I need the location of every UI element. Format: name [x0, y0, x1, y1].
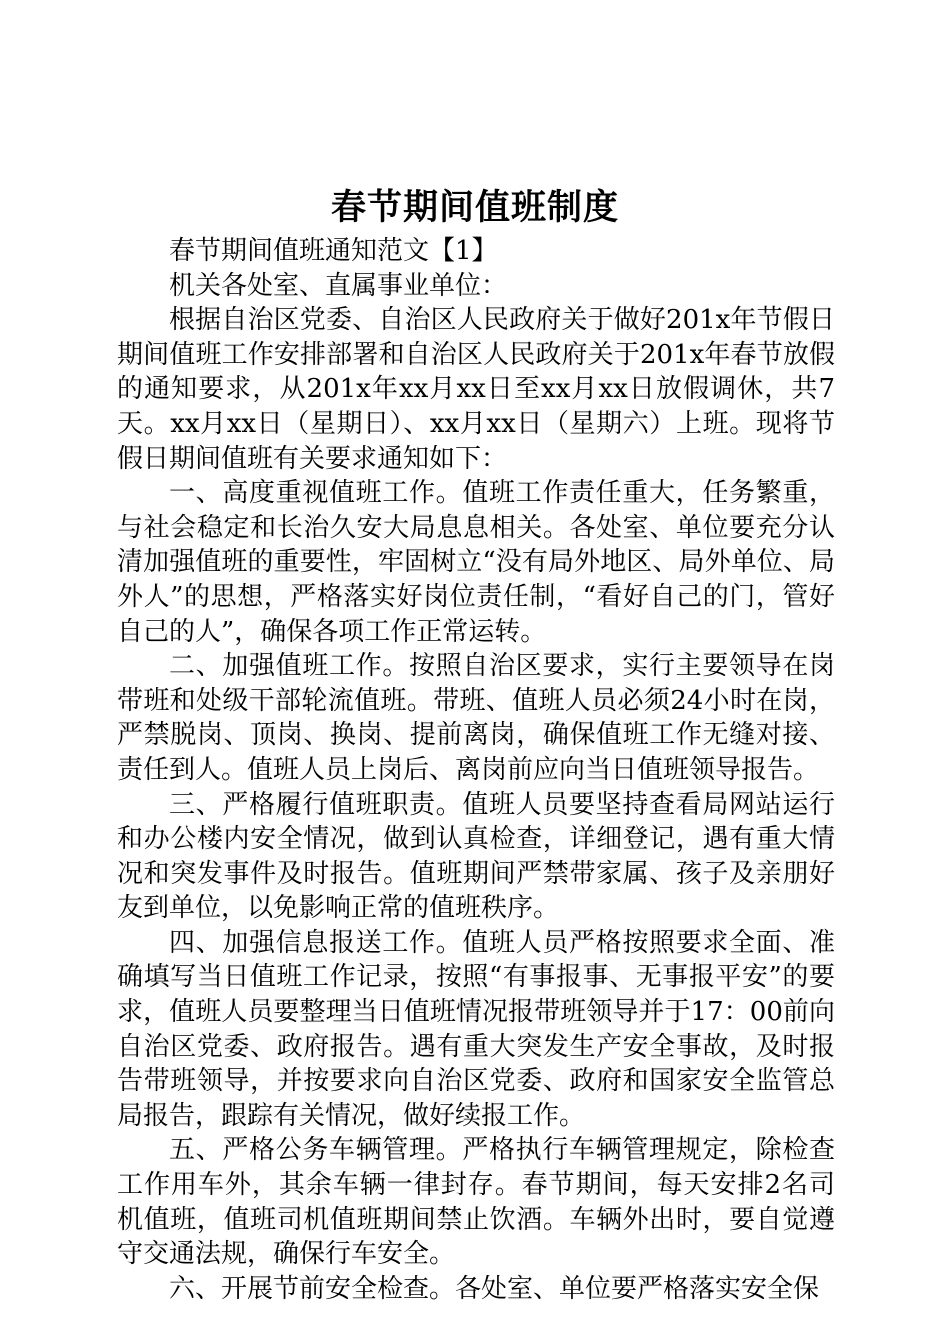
- paragraph-intro: 根据自治区党委、自治区人民政府关于做好201x年节假日期间值班工作安排部署和自治区人民政府关于201x年春节放假的通知要求，从201x年xx月xx日至xx月xx日放假调休，共7天。xx月xx日（星期日）、xx月xx日（星期六）上班。现将节假日期间值班有关要求通知如下：: [117, 305, 835, 474]
- paragraph-item-4: 四、加强信息报送工作。值班人员严格按照要求全面、准确填写当日值班工作记录，按照“有事报事、无事报平安”的要求，值班人员要整理当日值班情况报带班领导并于17：00前向自治区党委、政府报告。遇有重大突发生产安全事故，及时报告带班领导，并按要求向自治区党委、政府和国家安全监管总局报告，跟踪有关情况，做好续报工作。: [117, 927, 835, 1131]
- paragraph-item-1: 一、高度重视值班工作。值班工作责任重大，任务繁重，与社会稳定和长治久安大局息息相关。各处室、单位要充分认清加强值班的重要性，牢固树立“没有局外地区、局外单位、局外人”的思想，严格落实好岗位责任制，“看好自己的门，管好自己的人”，确保各项工作正常运转。: [117, 478, 835, 647]
- paragraph-item-5: 五、严格公务车辆管理。严格执行车辆管理规定，除检查工作用车外，其余车辆一律封存。春节期间，每天安排2名司机值班，值班司机值班期间禁止饮酒。车辆外出时，要自觉遵守交通法规，确保行车安全。: [117, 1135, 835, 1270]
- paragraph-heading: 春节期间值班通知范文【1】: [169, 236, 498, 266]
- paragraph-recipients: 机关各处室、直属事业单位：: [169, 270, 508, 301]
- document-title: 春节期间值班制度: [330, 187, 619, 228]
- paragraph-item-6: 六、开展节前安全检查。各处室、单位要严格落实安全保: [169, 1273, 820, 1304]
- paragraph-item-2: 二、加强值班工作。按照自治区要求，实行主要领导在岗带班和处级干部轮流值班。带班、值班人员必须24小时在岗，严禁脱岗、顶岗、换岗、提前离岗，确保值班工作无缝对接、责任到人。值班人员上岗后、离岗前应向当日值班领导报告。: [117, 651, 835, 785]
- paragraph-item-3: 三、严格履行值班职责。值班人员要坚持查看局网站运行和办公楼内安全情况，做到认真检查，详细登记，遇有重大情况和突发事件及时报告。值班期间严禁带家属、孩子及亲朋好友到单位，以免影响正常的值班秩序。: [117, 789, 835, 924]
- document-body: [117, 234, 835, 1306]
